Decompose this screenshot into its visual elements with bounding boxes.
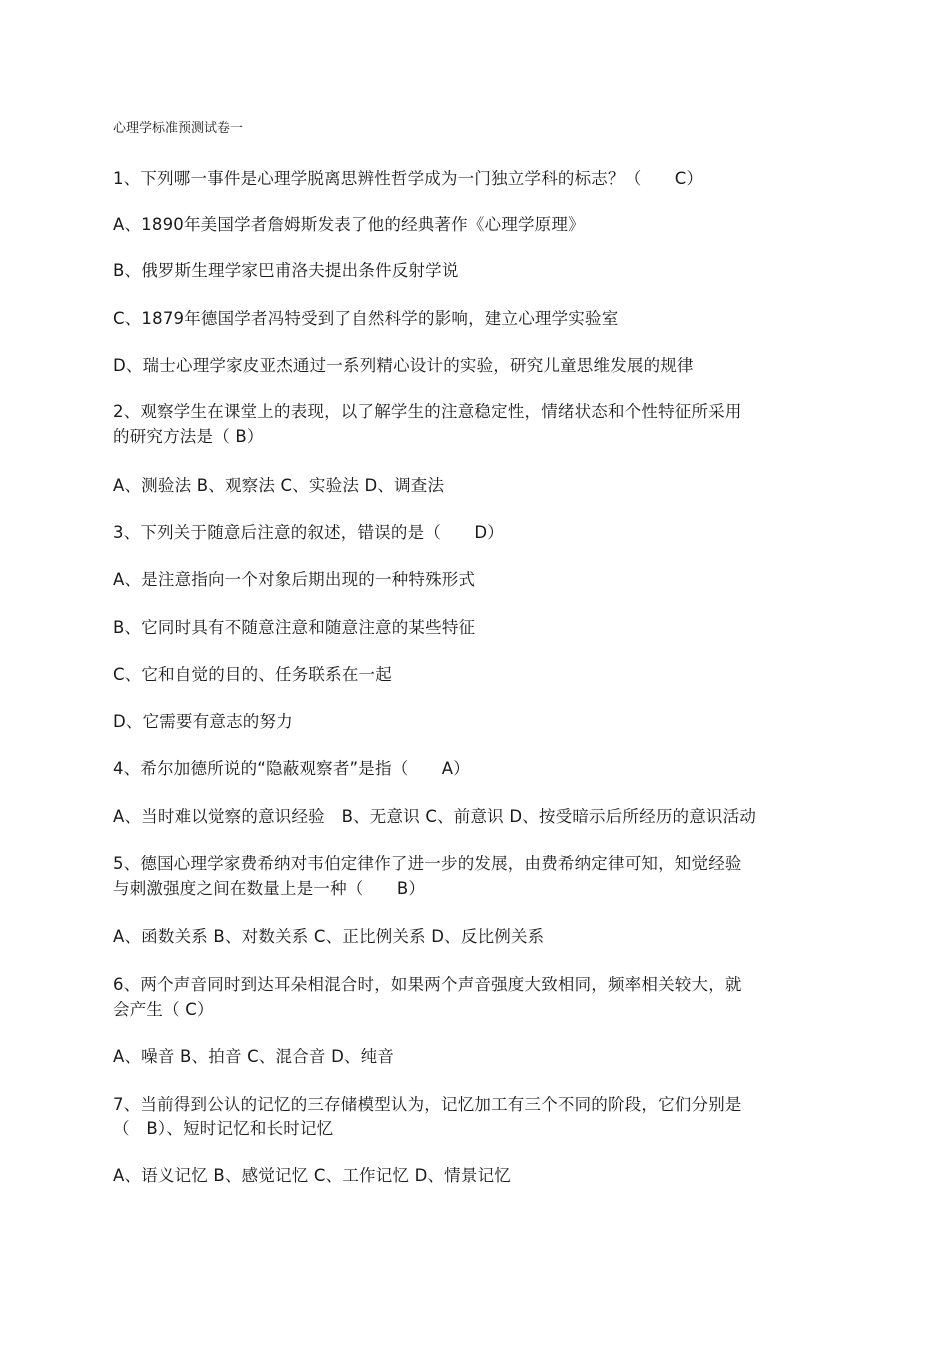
question-3-option-c: C、它和自觉的目的、任务联系在一起	[113, 665, 392, 684]
question-6-options: A、噪音 B、拍音 C、混合音 D、纯音	[113, 1047, 395, 1066]
question-4-options: A、当时难以觉察的意识经验 B、无意识 C、前意识 D、按受暗示后所经历的意识活动	[113, 807, 757, 826]
question-3-option-a: A、是注意指向一个对象后期出现的一种特殊形式	[113, 570, 476, 589]
question-2-options: A、测验法 B、观察法 C、实验法 D、调查法	[113, 476, 445, 495]
question-2-line-2: 的研究方法是（ B）	[113, 427, 264, 446]
question-5-options: A、函数关系 B、对数关系 C、正比例关系 D、反比例关系	[113, 927, 545, 946]
question-6-line-1: 6、两个声音同时到达耳朵相混合时，如果两个声音强度大致相同，频率相关较大，就	[113, 975, 742, 994]
question-3-option-b: B、它同时具有不随意注意和随意注意的某些特征	[113, 618, 476, 637]
question-5-line-1: 5、德国心理学家费希纳对韦伯定律作了进一步的发展，由费希纳定律可知，知觉经验	[113, 854, 742, 873]
question-7-line-2: （ B）、短时记忆和长时记忆	[113, 1119, 334, 1138]
question-1-option-d: D、瑞士心理学家皮亚杰通过一系列精心设计的实验，研究儿童思维发展的规律	[113, 356, 694, 375]
question-2-line-1: 2、观察学生在课堂上的表现，以了解学生的注意稳定性，情绪状态和个性特征所采用	[113, 402, 742, 421]
question-1-option-b: B、俄罗斯生理学家巴甫洛夫提出条件反射学说	[113, 261, 459, 280]
question-7-line-1: 7、当前得到公认的记忆的三存储模型认为，记忆加工有三个不同的阶段，它们分别是	[113, 1095, 742, 1114]
question-3-option-d: D、它需要有意志的努力	[113, 712, 293, 731]
question-3: 3、下列关于随意后注意的叙述，错误的是（ D）	[113, 523, 505, 542]
question-6-line-2: 会产生（ C）	[113, 1000, 214, 1019]
question-1-option-a: A、1890年美国学者詹姆斯发表了他的经典著作《心理学原理》	[113, 215, 585, 234]
question-1: 1、下列哪一事件是心理学脱离思辨性哲学成为一门独立学科的标志？（ C）	[113, 169, 704, 188]
question-5-line-2: 与刺激强度之间在数量上是一种（ B）	[113, 879, 426, 898]
question-7-options: A、语义记忆 B、感觉记忆 C、工作记忆 D、情景记忆	[113, 1166, 511, 1185]
question-1-option-c: C、1879年德国学者冯特受到了自然科学的影响，建立心理学实验室	[113, 309, 619, 328]
document-title: 心理学标准预测试卷一	[113, 121, 244, 136]
question-4: 4、希尔加德所说的“隐蔽观察者”是指（ A）	[113, 759, 470, 778]
